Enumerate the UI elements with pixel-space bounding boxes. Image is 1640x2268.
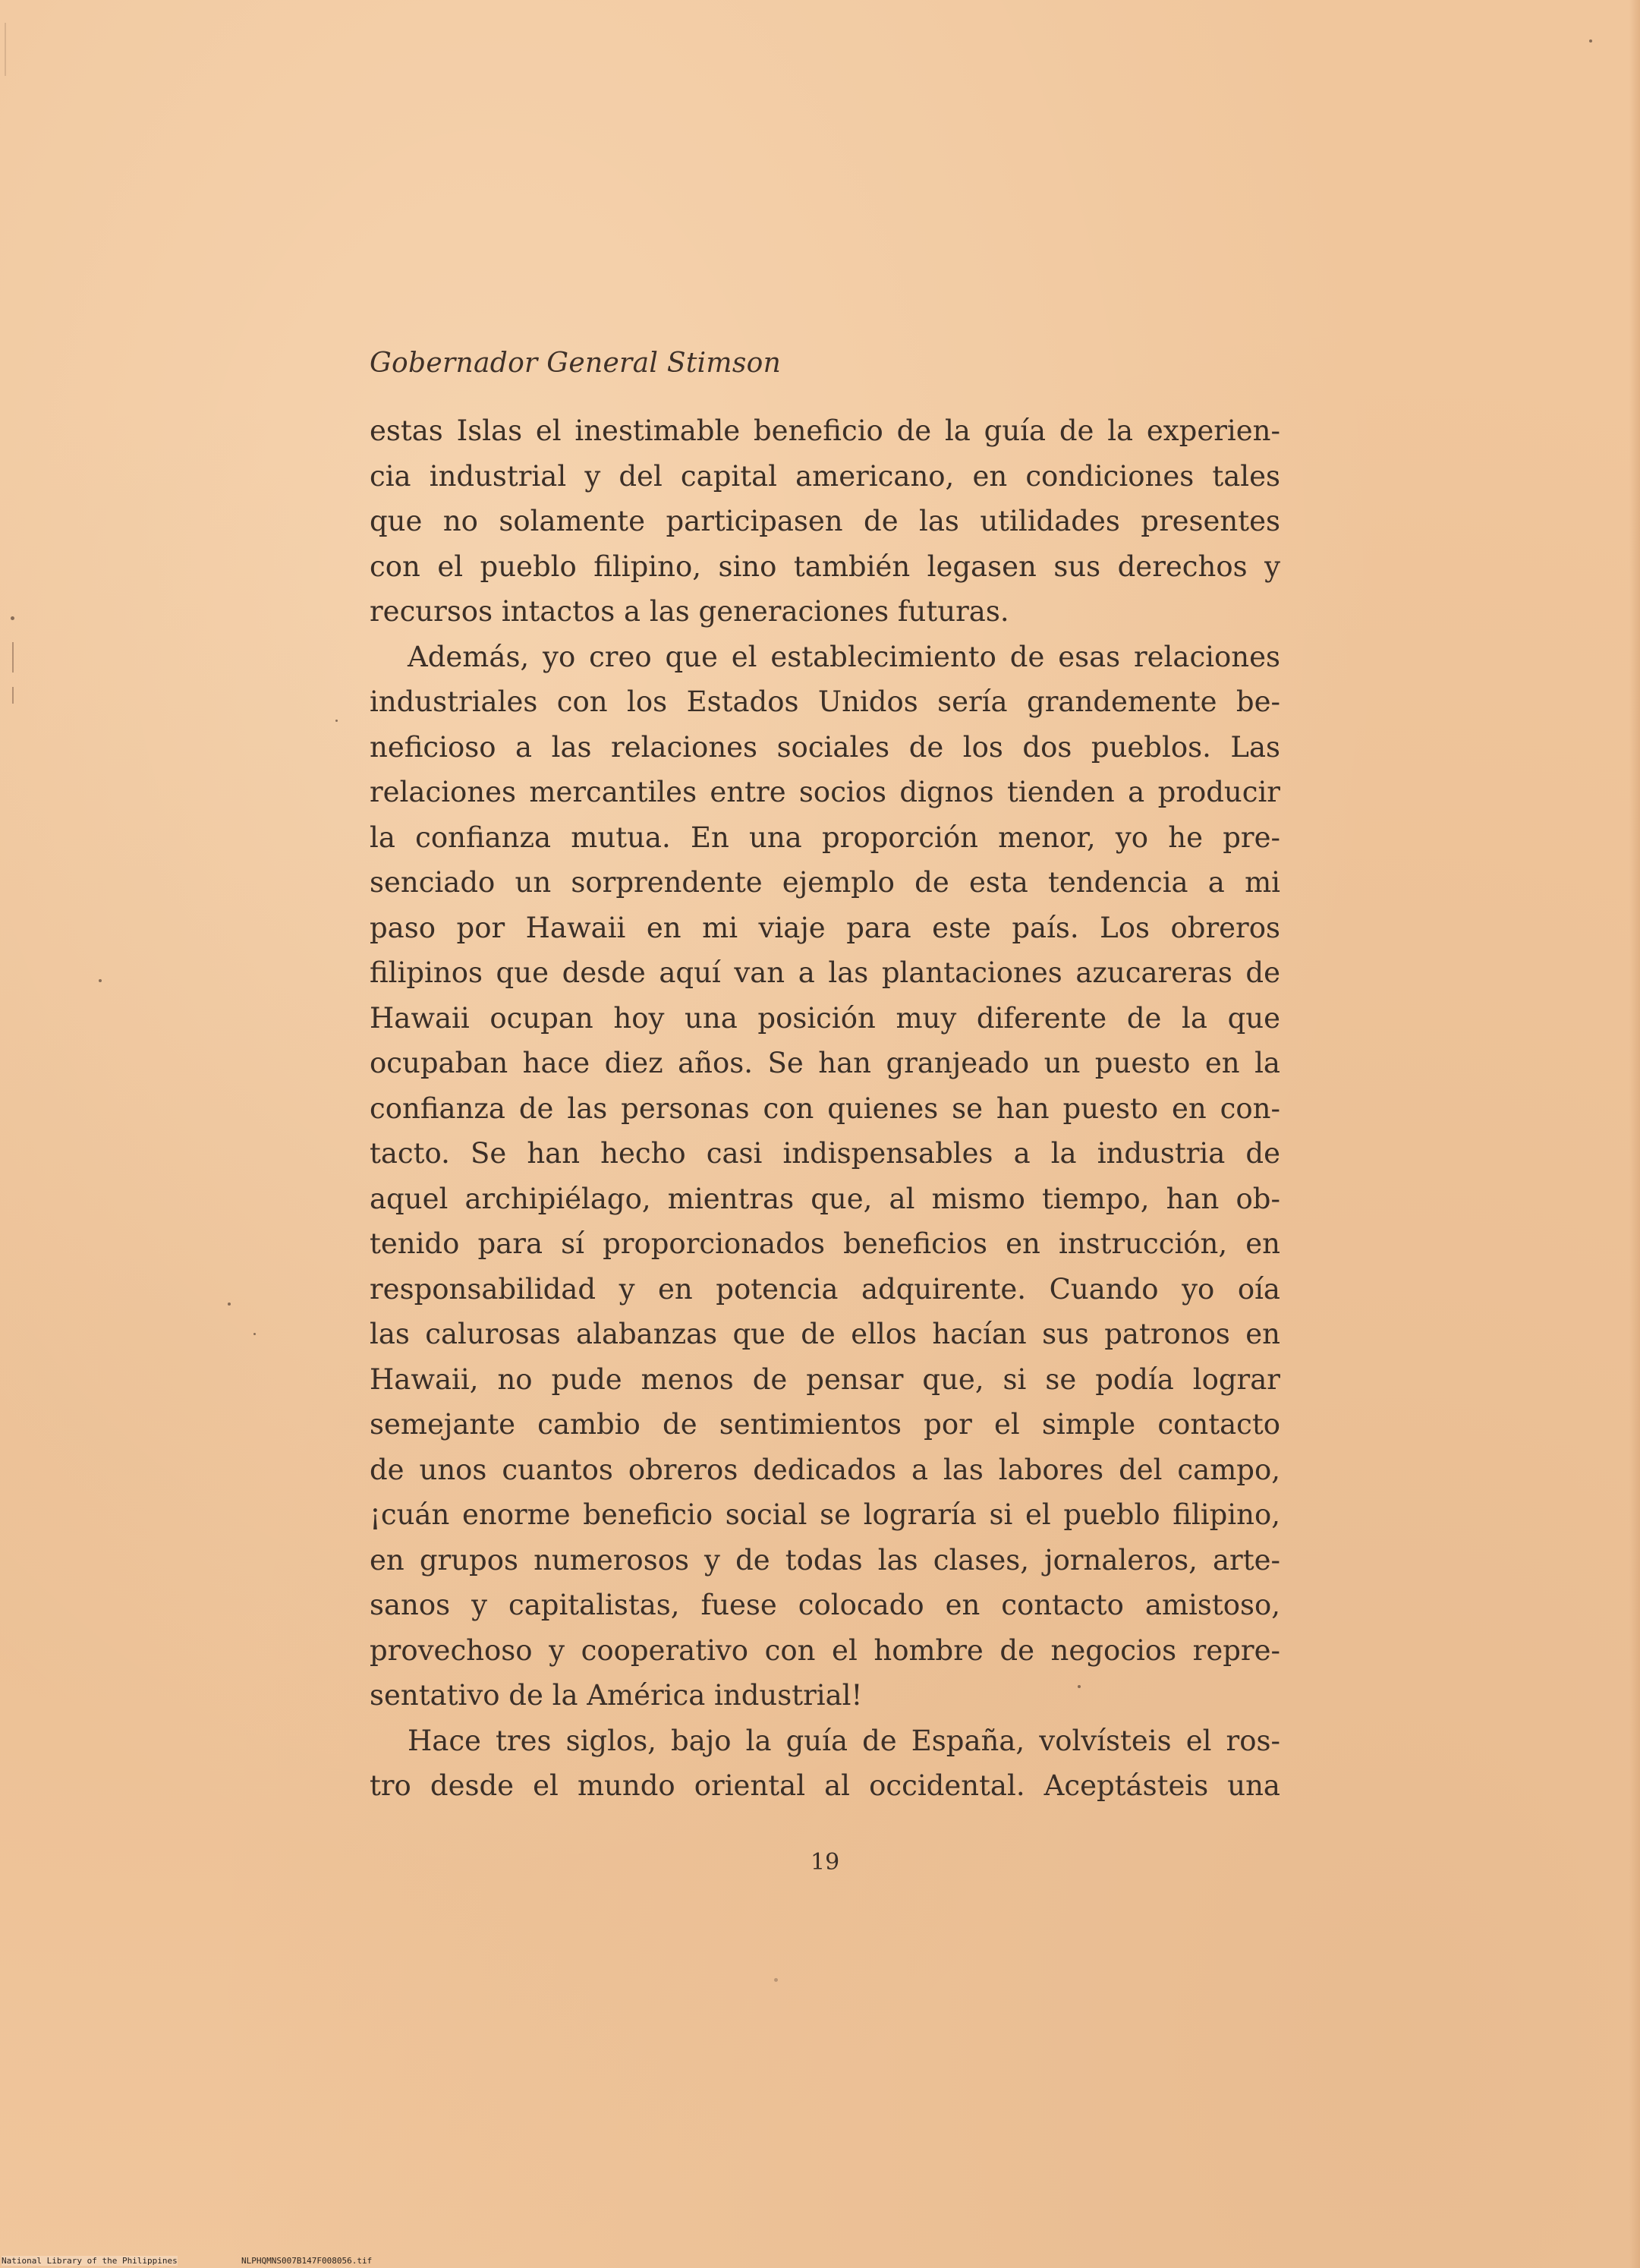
paper-speck (1589, 39, 1592, 43)
text-line: confianza de las personas con quienes se han puesto en con- (370, 1091, 1280, 1125)
paper-speck (11, 616, 14, 620)
text-line: Hace tres siglos, bajo la guía de España, volvísteis el ros- (408, 1724, 1280, 1757)
paper-speck (99, 979, 102, 982)
text-line: de unos cuantos obreros dedicados a las labores del campo, (370, 1453, 1280, 1486)
text-line: ¡cuán enorme beneficio social se lograría si el pueblo filipino, (370, 1498, 1280, 1531)
text-line: industriales con los Estados Unidos sería grandemente be- (370, 685, 1280, 718)
text-line: cia industrial y del capital americano, en condiciones tales (370, 459, 1280, 493)
text-line: semejante cambio de sentimientos por el simple contacto (370, 1408, 1280, 1441)
text-line: paso por Hawaii en mi viaje para este país. Los obreros (370, 911, 1280, 944)
text-line: filipinos que desde aquí van a las plantaciones azucareras de (370, 956, 1280, 989)
text-line: en grupos numerosos y de todas las clases, jornaleros, arte- (370, 1543, 1280, 1577)
paper-edge (1629, 0, 1640, 2268)
text-line: que no solamente participasen de las utilidades presentes (370, 505, 1280, 537)
paper-mark (12, 687, 14, 704)
paper-speck (228, 1303, 231, 1306)
text-line: recursos intactos a las generaciones futuras. (370, 595, 1009, 628)
paper-speck (253, 1333, 256, 1335)
scan-filename-label: NLPHQMNS007B147F008056.tif (241, 2256, 373, 2266)
paper-speck (335, 720, 338, 722)
text-line: sanos y capitalistas, fuese colocado en contacto amistoso, (370, 1589, 1280, 1621)
body-text (370, 408, 1280, 1805)
running-header: Gobernador General Stimson (370, 348, 782, 379)
text-line: Hawaii, no pude menos de pensar que, si se podía lograr (370, 1362, 1280, 1396)
text-line: sentativo de la América industrial! (370, 1679, 863, 1712)
text-line: tacto. Se han hecho casi indispensables a la industria de (370, 1137, 1280, 1170)
text-line: senciado un sorprendente ejemplo de esta tendencia a mi (370, 866, 1280, 899)
text-line: neficioso a las relaciones sociales de los dos pueblos. Las (370, 730, 1280, 764)
text-line: provechoso y cooperativo con el hombre de negocios repre- (370, 1633, 1280, 1667)
paper-mark (5, 23, 6, 76)
page-number: 19 (811, 1849, 840, 1876)
text-line: estas Islas el inestimable beneficio de la guía de la experien- (370, 414, 1280, 447)
text-line: tro desde el mundo oriental al occidental. Aceptásteis una (370, 1769, 1280, 1802)
text-line: Además, yo creo que el establecimiento de esas relaciones (408, 640, 1280, 673)
scan-institution-label: National Library of the Philippines (2, 2256, 178, 2266)
text-line: Hawaii ocupan hoy una posición muy diferente de la que (370, 1001, 1280, 1035)
text-line: ocupaban hace diez años. Se han granjeado un puesto en la (370, 1047, 1280, 1079)
paper-speck (774, 1978, 778, 1982)
text-line: las calurosas alabanzas que de ellos hacían sus patronos en (370, 1318, 1280, 1350)
text-line: aquel archipiélago, mientras que, al mismo tiempo, han ob- (370, 1182, 1280, 1215)
paper-speck (1078, 1685, 1081, 1688)
text-line: responsabilidad y en potencia adquirente. Cuando yo oía (370, 1272, 1280, 1306)
text-line: con el pueblo filipino, sino también legasen sus derechos y (370, 550, 1280, 583)
text-line: la confianza mutua. En una proporción menor, yo he pre- (370, 821, 1280, 854)
paper-mark (12, 642, 14, 673)
text-line: tenido para sí proporcionados beneficios en instrucción, en (370, 1227, 1280, 1260)
text-line: relaciones mercantiles entre socios dignos tienden a producir (370, 776, 1280, 808)
